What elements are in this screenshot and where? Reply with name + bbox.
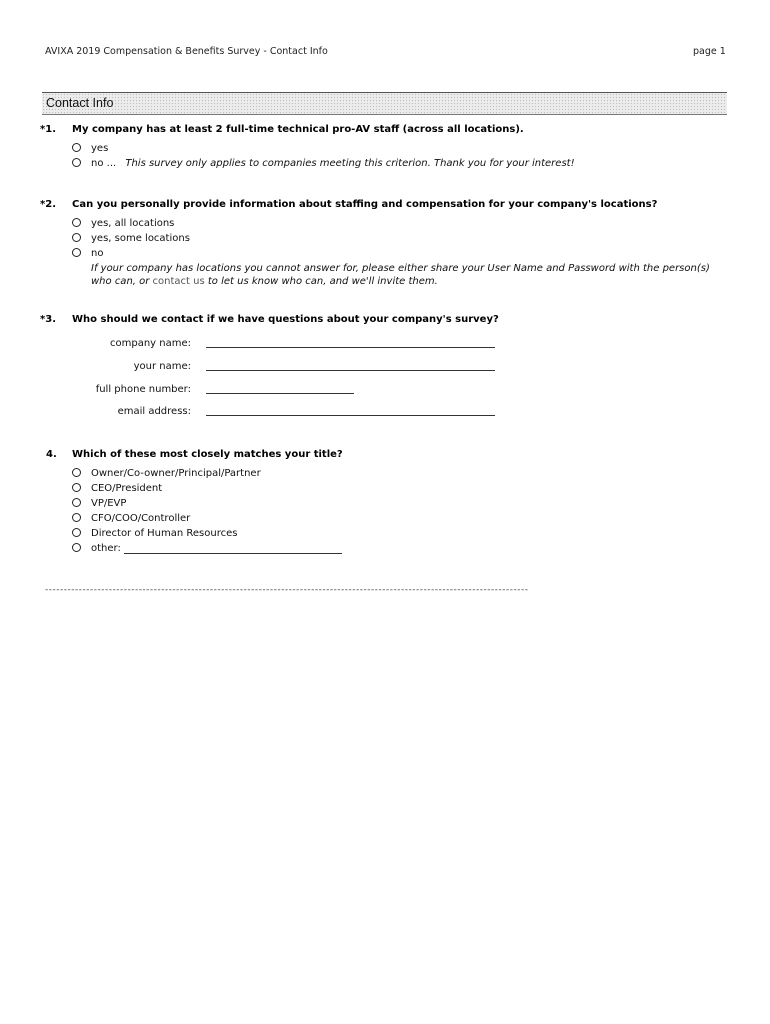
q1-text: My company has at least 2 full-time technical pro-AV staff (across all locations). xyxy=(72,124,524,135)
q2-option-some-locations[interactable] xyxy=(72,233,190,244)
note-text: who can, or xyxy=(91,276,153,287)
radio-button-icon[interactable] xyxy=(72,248,81,257)
q1-number: *1. xyxy=(40,124,56,135)
phone-number-field[interactable] xyxy=(206,393,354,394)
option-label: CEO/President xyxy=(91,483,163,494)
survey-title: AVIXA 2019 Compensation & Benefits Survey - Contact Info xyxy=(45,46,328,57)
option-label: yes, some locations xyxy=(91,233,190,244)
option-label: Director of Human Resources xyxy=(91,528,238,539)
q4-option-hr-director[interactable] xyxy=(72,528,237,539)
company-name-field[interactable] xyxy=(206,347,495,348)
option-label: no xyxy=(91,248,104,259)
phone-number-label: full phone number: xyxy=(95,384,191,395)
radio-button-icon[interactable] xyxy=(72,218,81,227)
note-text: to let us know who can, and we'll invite them. xyxy=(204,276,438,287)
your-name-field[interactable] xyxy=(206,370,495,371)
radio-button-icon[interactable] xyxy=(72,528,81,537)
q4-text: Which of these most closely matches your title? xyxy=(72,449,343,460)
email-address-field[interactable] xyxy=(206,415,495,416)
q1-option-yes[interactable] xyxy=(72,143,108,154)
option-label: other: xyxy=(91,543,121,554)
radio-button-icon[interactable] xyxy=(72,158,81,167)
q4-option-vp[interactable] xyxy=(72,498,126,509)
q2-text: Can you personally provide information about staffing and compensation for your company's locations? xyxy=(72,199,658,210)
option-label: no ... xyxy=(91,158,117,169)
q4-option-ceo[interactable] xyxy=(72,483,162,494)
q3-number: *3. xyxy=(40,314,56,325)
q4-option-other[interactable] xyxy=(72,543,342,554)
q1-option-no[interactable] xyxy=(72,158,575,169)
your-name-label: your name: xyxy=(133,361,191,372)
q3-text: Who should we contact if we have questions about your company's survey? xyxy=(72,314,499,325)
section-title: Contact Info xyxy=(46,96,114,110)
radio-button-icon[interactable] xyxy=(72,513,81,522)
q1-note: This survey only applies to companies meeting this criterion. Thank you for your interest! xyxy=(125,158,575,169)
contact-us-link[interactable]: contact us xyxy=(152,276,205,287)
other-title-field[interactable] xyxy=(124,543,342,554)
radio-button-icon[interactable] xyxy=(72,483,81,492)
q2-option-no[interactable] xyxy=(72,248,103,259)
email-address-label: email address: xyxy=(117,406,191,417)
dashed-divider: --------------------------------------------------------------------------------------------------------------------------------- xyxy=(45,585,529,595)
q2-note-line1: If your company has locations you cannot answer for, please either share your User Name and Password with the person(s) xyxy=(91,263,710,274)
radio-button-icon[interactable] xyxy=(72,468,81,477)
page-number: page 1 xyxy=(693,46,726,57)
radio-button-icon[interactable] xyxy=(72,143,81,152)
q4-option-cfo[interactable] xyxy=(72,513,190,524)
option-label: CFO/COO/Controller xyxy=(91,513,191,524)
q4-number: 4. xyxy=(46,449,57,460)
option-label: VP/EVP xyxy=(91,498,127,509)
option-label: Owner/Co-owner/Principal/Partner xyxy=(91,468,261,479)
radio-button-icon[interactable] xyxy=(72,498,81,507)
radio-button-icon[interactable] xyxy=(72,233,81,242)
q4-option-owner[interactable] xyxy=(72,468,261,479)
option-label: yes xyxy=(91,143,109,154)
q2-number: *2. xyxy=(40,199,56,210)
company-name-label: company name: xyxy=(110,338,191,349)
radio-button-icon[interactable] xyxy=(72,543,81,552)
q2-note-line2 xyxy=(91,276,438,287)
option-label: yes, all locations xyxy=(91,218,175,229)
q2-option-all-locations[interactable] xyxy=(72,218,174,229)
section-header-bar xyxy=(42,92,727,115)
